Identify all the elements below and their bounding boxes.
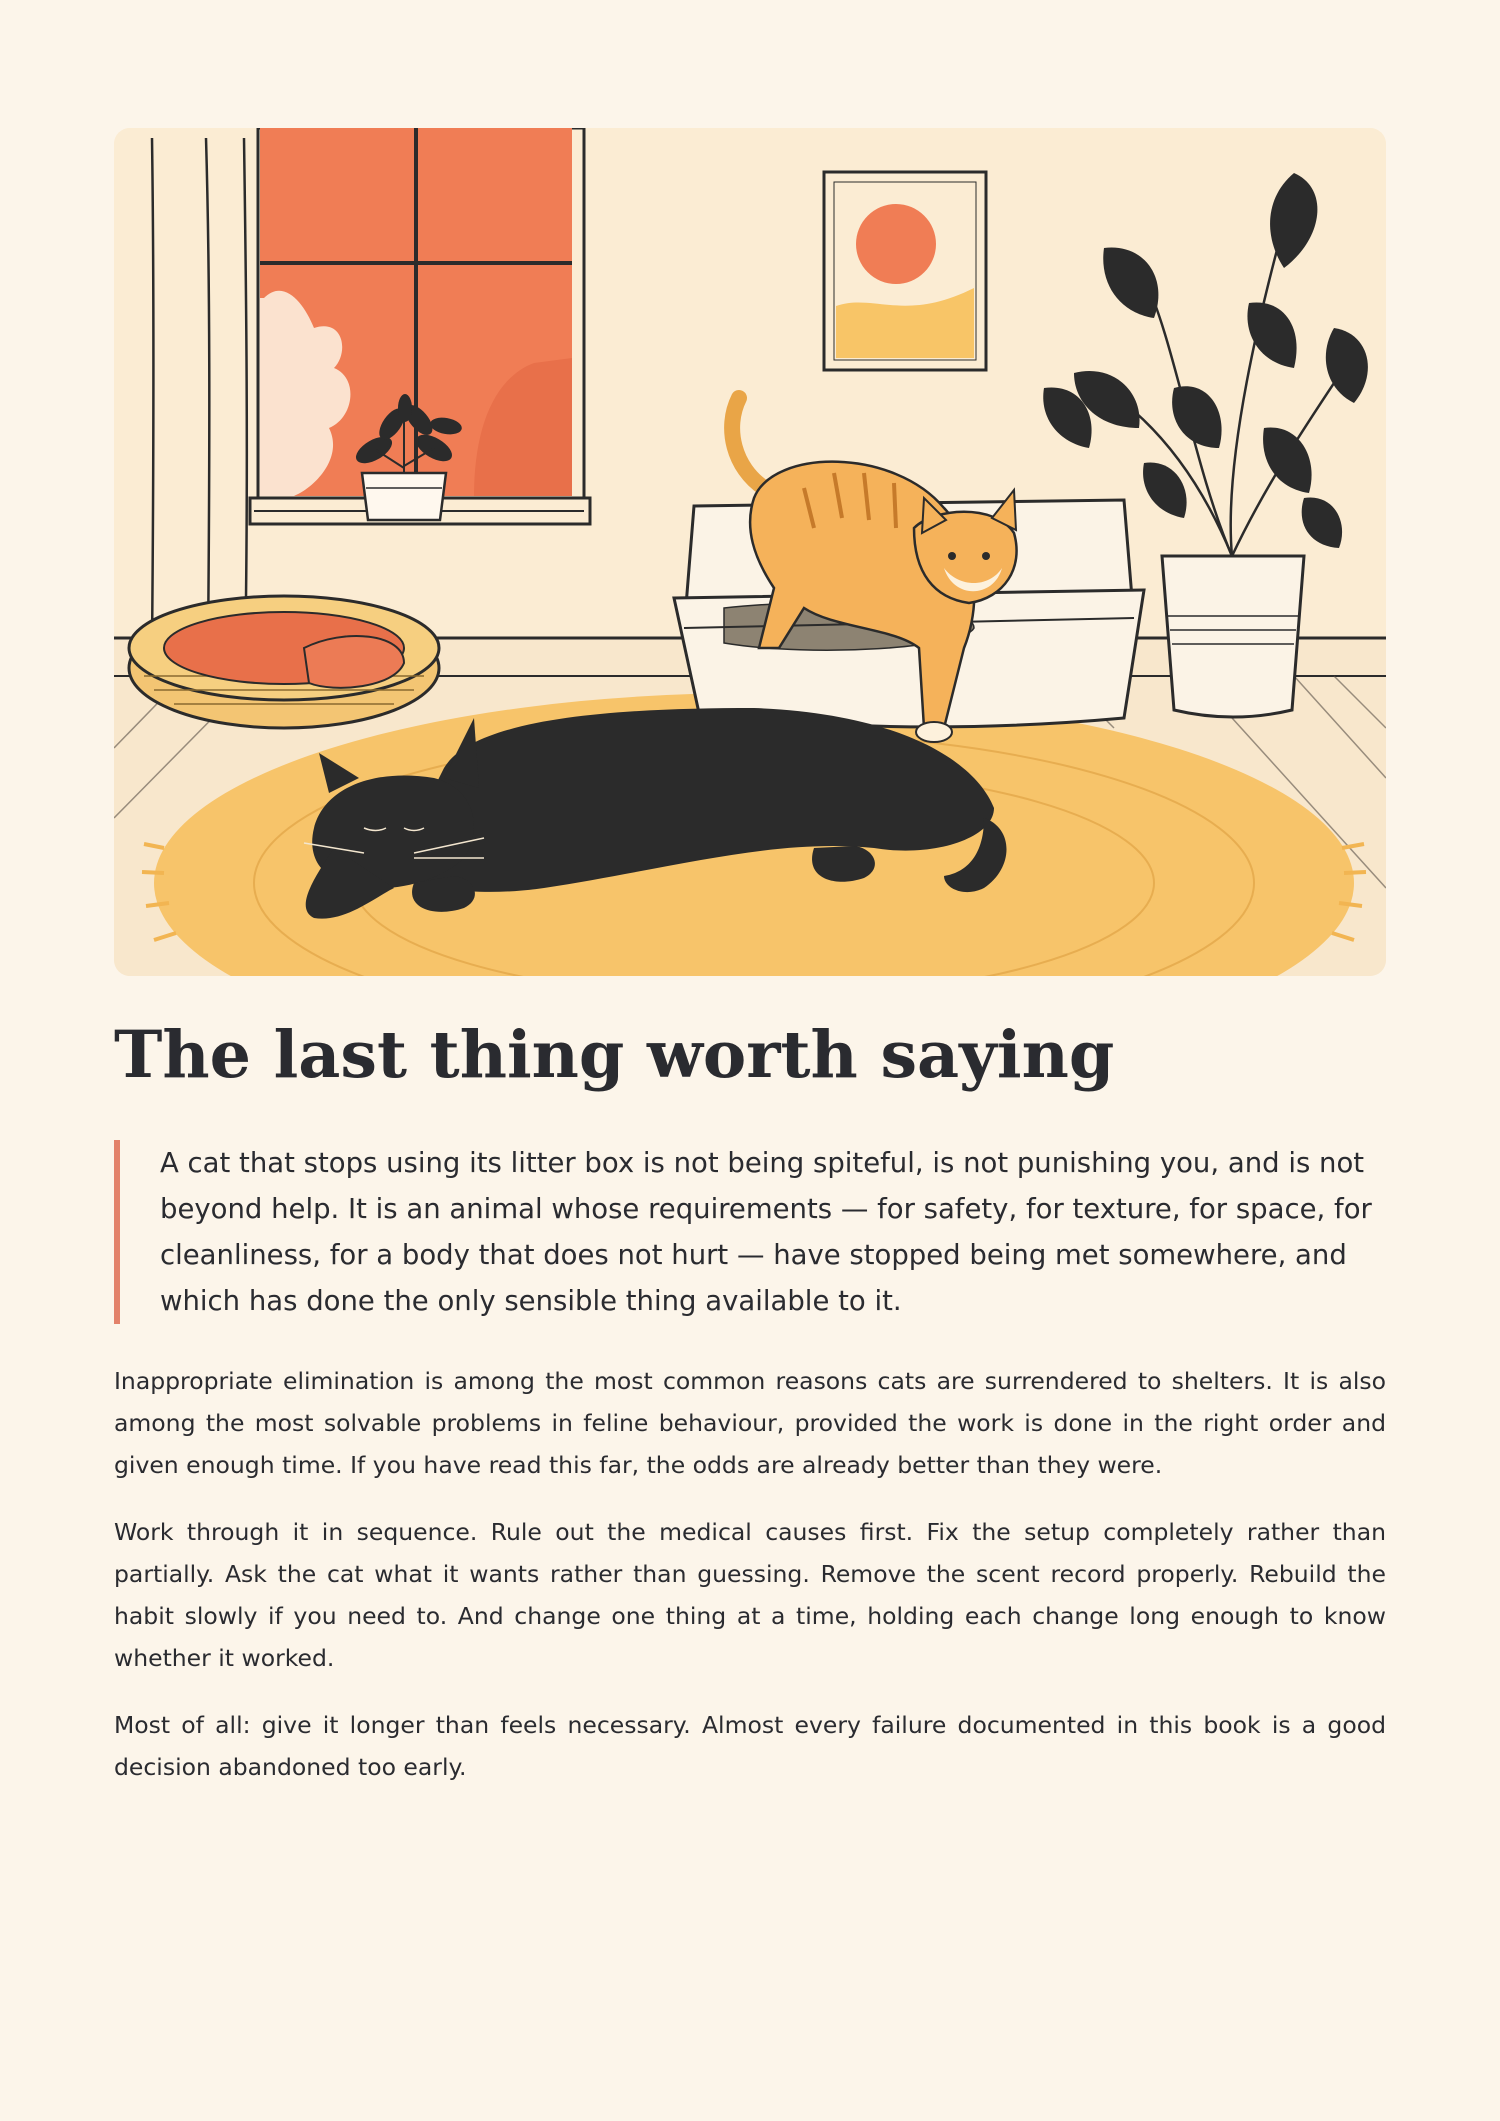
paragraph: Work through it in sequence. Rule out the medical causes first. Fix the setup completely rather than partially. Ask the cat what it wants rather than guessing. Remove the scent record properly. Rebuild the habit slowly if you need to. And change one thing at a time, holding each change long enough to know whether it worked.: [114, 1518, 1386, 1672]
cats-room-illustration: [114, 128, 1386, 976]
page-title: The last thing worth saying: [114, 1017, 1115, 1093]
chapter-illustration: [114, 128, 1386, 976]
body-text: [114, 1360, 1386, 1813]
pull-quote: A cat that stops using its litter box is not being spiteful, is not punishing you, and is not beyond help. It is an animal whose requirements — for safety, for texture, for space, for cleanliness, for a body that does not hurt — have stopped being met somewhere, and which has done the only sensible thing available to it.: [114, 1140, 1386, 1324]
paragraph: Most of all: give it longer than feels necessary. Almost every failure documented in this book is a good decision abandoned too early.: [114, 1711, 1386, 1781]
paragraph: Inappropriate elimination is among the most common reasons cats are surrendered to shelters. It is also among the most solvable problems in feline behaviour, provided the work is done in the right order and given enough time. If you have read this far, the odds are already better than they were.: [114, 1367, 1386, 1479]
